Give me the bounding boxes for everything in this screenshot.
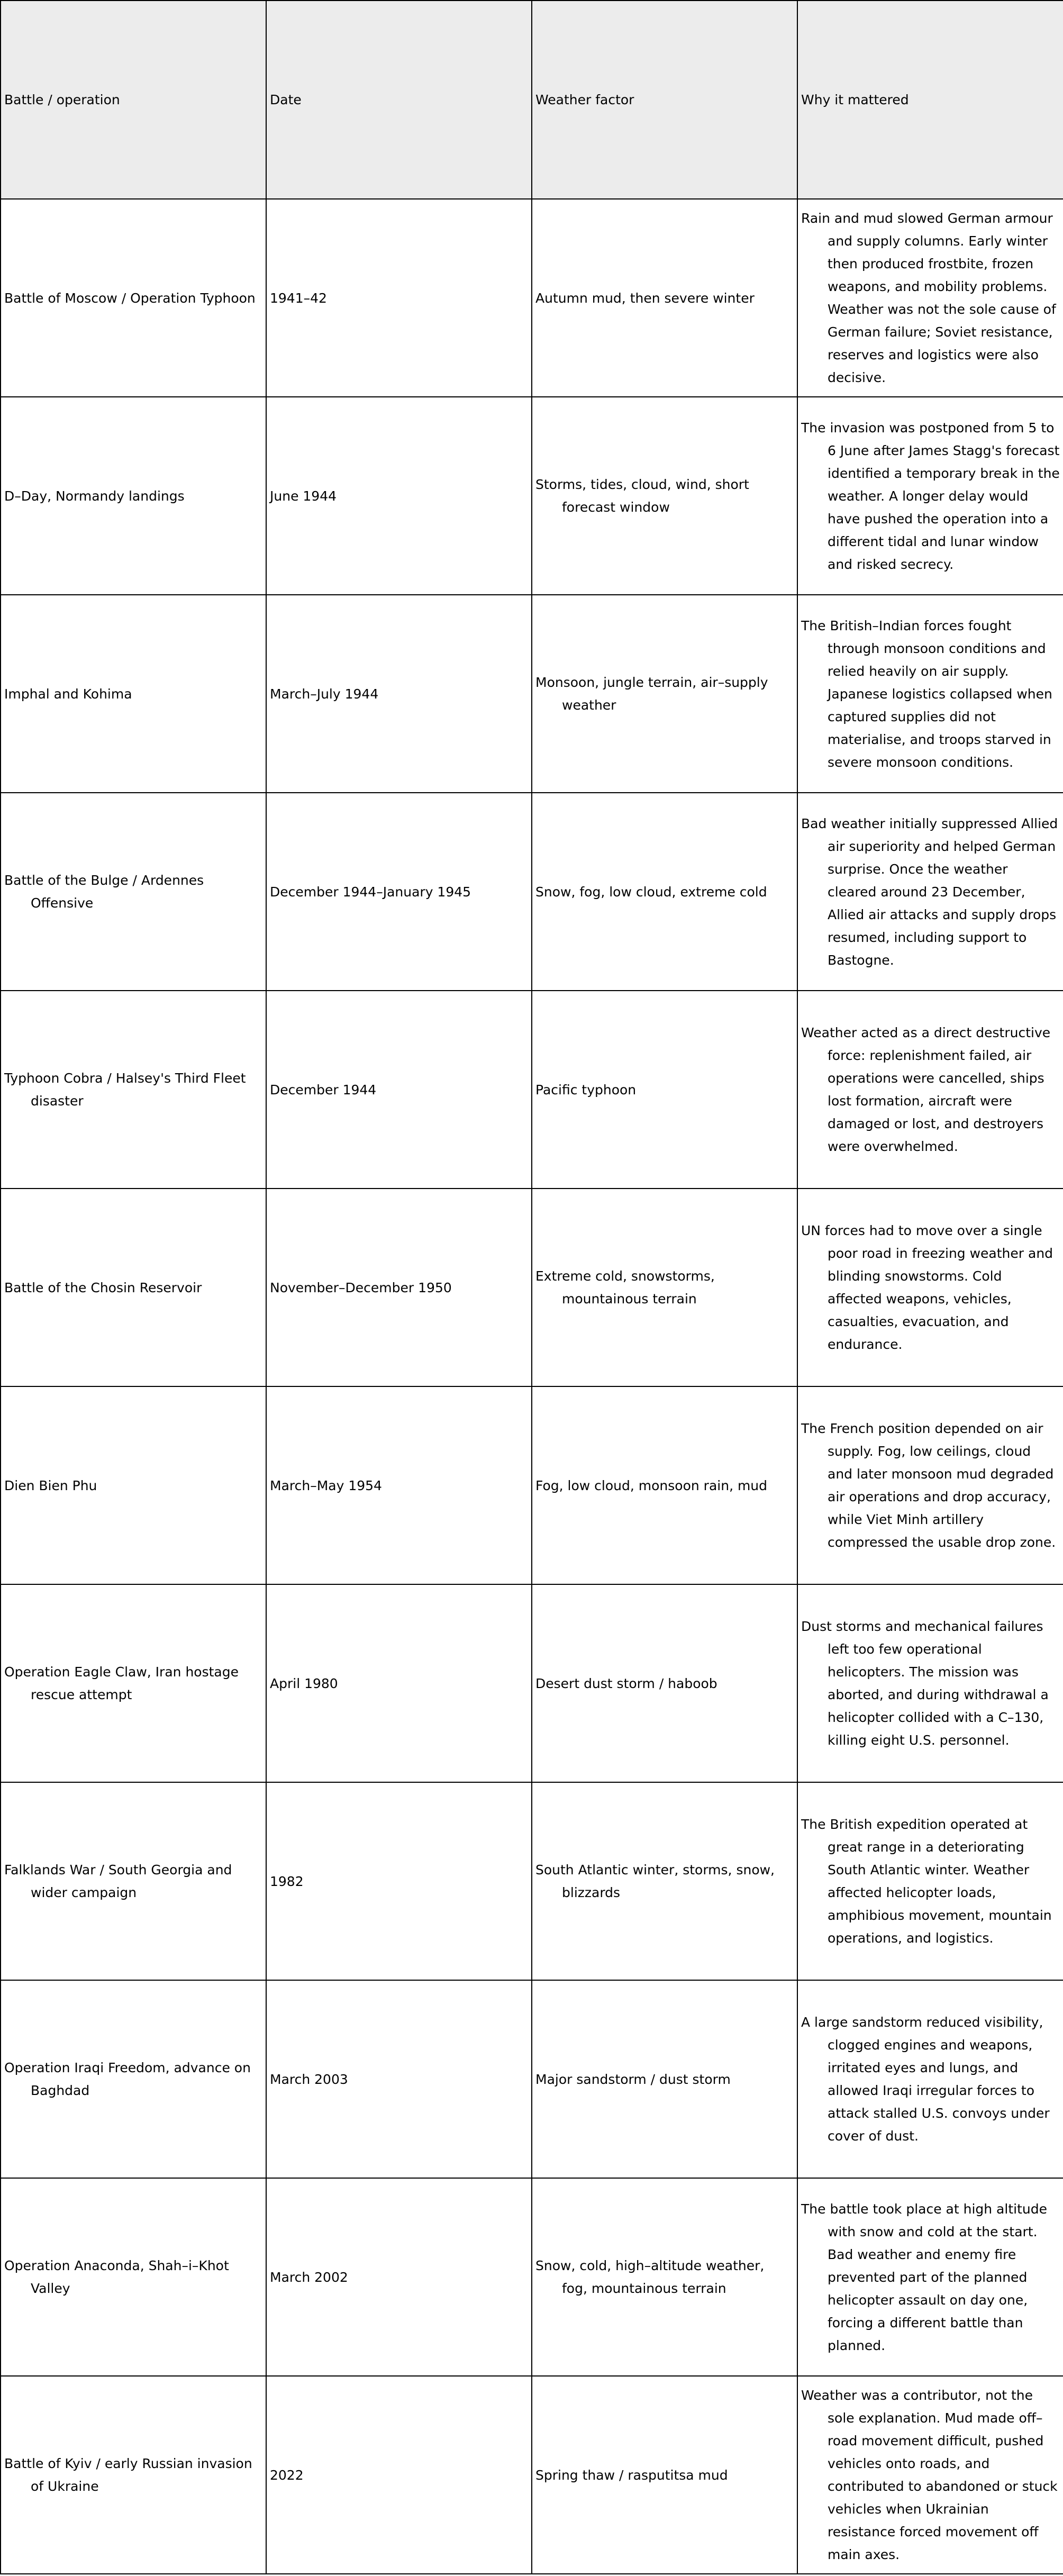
battle-cell	[1, 1782, 266, 1980]
why-cell-text: UN forces had to move over a single poor road in freezing weather and blinding snowstorms. Cold affected weapons, vehicles, casualties, evacuation, and endurance.	[801, 1223, 1053, 1352]
weather-cell	[532, 595, 797, 793]
why-cell	[797, 1584, 1063, 1782]
battle-cell-text: Typhoon Cobra / Halsey's Third Fleet disaster	[4, 1071, 246, 1109]
date-cell	[266, 991, 532, 1189]
why-cell	[797, 1782, 1063, 1980]
battle-cell-text: Falklands War / South Georgia and wider campaign	[4, 1862, 232, 1900]
weather-cell	[532, 1386, 797, 1584]
battle-cell-text: Operation Eagle Claw, Iran hostage rescue attempt	[4, 1664, 239, 1702]
why-cell-text: A large sandstorm reduced visibility, clogged engines and weapons, irritated eyes and lungs, and allowed Iraqi irregular forces to attack stalled U.S. convoys under cover of dust.	[801, 2015, 1050, 2144]
battle-cell	[1, 991, 266, 1189]
table-row	[1, 1782, 1063, 1980]
date-cell	[266, 2178, 532, 2376]
weather-cell-text: Snow, fog, low cloud, extreme cold	[535, 884, 767, 900]
weather-cell-text: Fog, low cloud, monsoon rain, mud	[535, 1477, 768, 1493]
table-row	[1, 1386, 1063, 1584]
weather-cell-text: Snow, cold, high–altitude weather, fog, mountainous terrain	[535, 2258, 765, 2296]
weather-cell	[532, 1782, 797, 1980]
why-cell	[797, 793, 1063, 991]
date-cell	[266, 397, 532, 595]
weather-cell	[532, 1189, 797, 1386]
why-cell-text: Dust storms and mechanical failures left too few operational helicopters. The mission was aborted, and during withdrawal a helicopter collided with a C–130, killing eight U.S. personnel.	[801, 1619, 1049, 1748]
date-cell-text: March–July 1944	[270, 686, 379, 702]
why-cell-text: The British–Indian forces fought through monsoon conditions and relied heavily on air supply. Japanese logistics collapsed when captured supplies did not materialise, and troops starved in severe monsoon conditions.	[801, 618, 1052, 770]
date-cell-text: June 1944	[270, 488, 337, 504]
weather-cell	[532, 199, 797, 397]
header-row	[1, 1, 1063, 199]
header-weather-factor: Weather factor	[532, 1, 797, 199]
weather-cell-text: Extreme cold, snowstorms, mountainous terrain	[535, 1268, 715, 1307]
battle-cell-text: Operation Anaconda, Shah–i–Khot Valley	[4, 2258, 229, 2296]
battle-cell	[1, 1980, 266, 2178]
weather-cell	[532, 1584, 797, 1782]
weather-cell	[532, 793, 797, 991]
battle-cell	[1, 595, 266, 793]
date-cell-text: March–May 1954	[270, 1477, 382, 1493]
battle-cell	[1, 397, 266, 595]
battle-cell	[1, 199, 266, 397]
header-why-it-mattered: Why it mattered	[797, 1, 1063, 199]
why-cell	[797, 595, 1063, 793]
why-cell	[797, 1189, 1063, 1386]
battle-cell-text: Operation Iraqi Freedom, advance on Baghdad	[4, 2060, 251, 2098]
date-cell-text: 1941–42	[270, 290, 327, 306]
table-row	[1, 1189, 1063, 1386]
date-cell	[266, 1980, 532, 2178]
table-row	[1, 199, 1063, 397]
table-row	[1, 595, 1063, 793]
battle-cell-text: D–Day, Normandy landings	[4, 488, 185, 504]
date-cell	[266, 2376, 532, 2574]
date-cell	[266, 199, 532, 397]
weather-cell-text: Autumn mud, then severe winter	[535, 290, 755, 306]
table-row	[1, 2178, 1063, 2376]
why-cell-text: The British expedition operated at great range in a deteriorating South Atlantic winter. Weather affected helicopter loads, amphibious movement, mountain operations, and logistics.	[801, 1817, 1052, 1946]
weather-cell-text: Desert dust storm / haboob	[535, 1675, 717, 1691]
why-cell-text: Rain and mud slowed German armour and supply columns. Early winter then produced frostbite, frozen weapons, and mobility problems. Weather was not the sole cause of German failure; Soviet resistance, reserves and logistics were also decisive.	[801, 211, 1056, 385]
date-cell-text: March 2003	[270, 2071, 348, 2087]
table-row	[1, 397, 1063, 595]
why-cell	[797, 2178, 1063, 2376]
weather-cell-text: Major sandstorm / dust storm	[535, 2071, 731, 2087]
battle-cell	[1, 1189, 266, 1386]
date-cell-text: April 1980	[270, 1675, 338, 1691]
table-row	[1, 1980, 1063, 2178]
table-row	[1, 1584, 1063, 1782]
why-cell-text: Weather was a contributor, not the sole explanation. Mud made off–road movement difficult, pushed vehicles onto roads, and contributed to abandoned or stuck vehicles when Ukrainian resistance forced movement off main axes.	[801, 2388, 1058, 2562]
battle-cell	[1, 1386, 266, 1584]
battle-cell	[1, 2178, 266, 2376]
why-cell-text: The French position depended on air supply. Fog, low ceilings, cloud and later monsoon mud degraded air operations and drop accuracy, while Viet Minh artillery compressed the usable drop zone.	[801, 1421, 1056, 1550]
why-cell-text: The battle took place at high altitude with snow and cold at the start. Bad weather and enemy fire prevented part of the planned helicopter assault on day one, forcing a different battle than planned.	[801, 2201, 1047, 2353]
why-cell-text: Bad weather initially suppressed Allied air superiority and helped German surprise. Once the weather cleared around 23 December, Allied air attacks and supply drops resumed, including support to Bastogne.	[801, 815, 1058, 968]
header-battle: Battle / operation	[1, 1, 266, 199]
date-cell-text: December 1944	[270, 1082, 377, 1097]
weather-cell-text: South Atlantic winter, storms, snow, blizzards	[535, 1862, 775, 1900]
why-cell-text: Weather acted as a direct destructive force: replenishment failed, air operations were cancelled, ships lost formation, aircraft were damaged or lost, and destroyers were overwhelmed.	[801, 1025, 1051, 1154]
why-cell-text: The invasion was postponed from 5 to 6 June after James Stagg's forecast identified a temporary break in the weather. A longer delay would have pushed the operation into a different tidal and lunar window and risked secrecy.	[801, 420, 1060, 572]
battle-cell	[1, 2376, 266, 2574]
date-cell	[266, 793, 532, 991]
battle-cell-text: Battle of the Bulge / Ardennes Offensive	[4, 873, 204, 911]
battle-cell	[1, 793, 266, 991]
date-cell	[266, 1584, 532, 1782]
weather-cell-text: Pacific typhoon	[535, 1082, 637, 1097]
date-cell-text: 1982	[270, 1873, 304, 1889]
date-cell	[266, 1386, 532, 1584]
weather-cell	[532, 397, 797, 595]
weather-cell-text: Storms, tides, cloud, wind, short forecast window	[535, 477, 749, 515]
weather-cell-text: Spring thaw / rasputitsa mud	[535, 2467, 728, 2483]
date-cell	[266, 1189, 532, 1386]
table-row	[1, 991, 1063, 1189]
weather-cell	[532, 2376, 797, 2574]
battle-cell	[1, 1584, 266, 1782]
why-cell	[797, 1386, 1063, 1584]
date-cell-text: December 1944–January 1945	[270, 884, 471, 900]
why-cell	[797, 397, 1063, 595]
why-cell	[797, 199, 1063, 397]
weather-cell	[532, 991, 797, 1189]
weather-cell-text: Monsoon, jungle terrain, air–supply weather	[535, 675, 768, 713]
battle-cell-text: Dien Bien Phu	[4, 1477, 97, 1493]
date-cell	[266, 1782, 532, 1980]
date-cell-text: 2022	[270, 2467, 304, 2483]
table-row	[1, 2376, 1063, 2574]
weather-cell	[532, 2178, 797, 2376]
battle-cell-text: Imphal and Kohima	[4, 686, 132, 702]
battle-cell-text: Battle of Kyiv / early Russian invasion of Ukraine	[4, 2456, 252, 2494]
date-cell-text: March 2002	[270, 2269, 348, 2285]
battle-cell-text: Battle of the Chosin Reservoir	[4, 1280, 202, 1295]
why-cell	[797, 2376, 1063, 2574]
why-cell	[797, 991, 1063, 1189]
battle-cell-text: Battle of Moscow / Operation Typhoon	[4, 290, 256, 306]
weather-cell	[532, 1980, 797, 2178]
why-cell	[797, 1980, 1063, 2178]
date-cell-text: November–December 1950	[270, 1280, 452, 1295]
date-cell	[266, 595, 532, 793]
table-row	[1, 793, 1063, 991]
header-date: Date	[266, 1, 532, 199]
